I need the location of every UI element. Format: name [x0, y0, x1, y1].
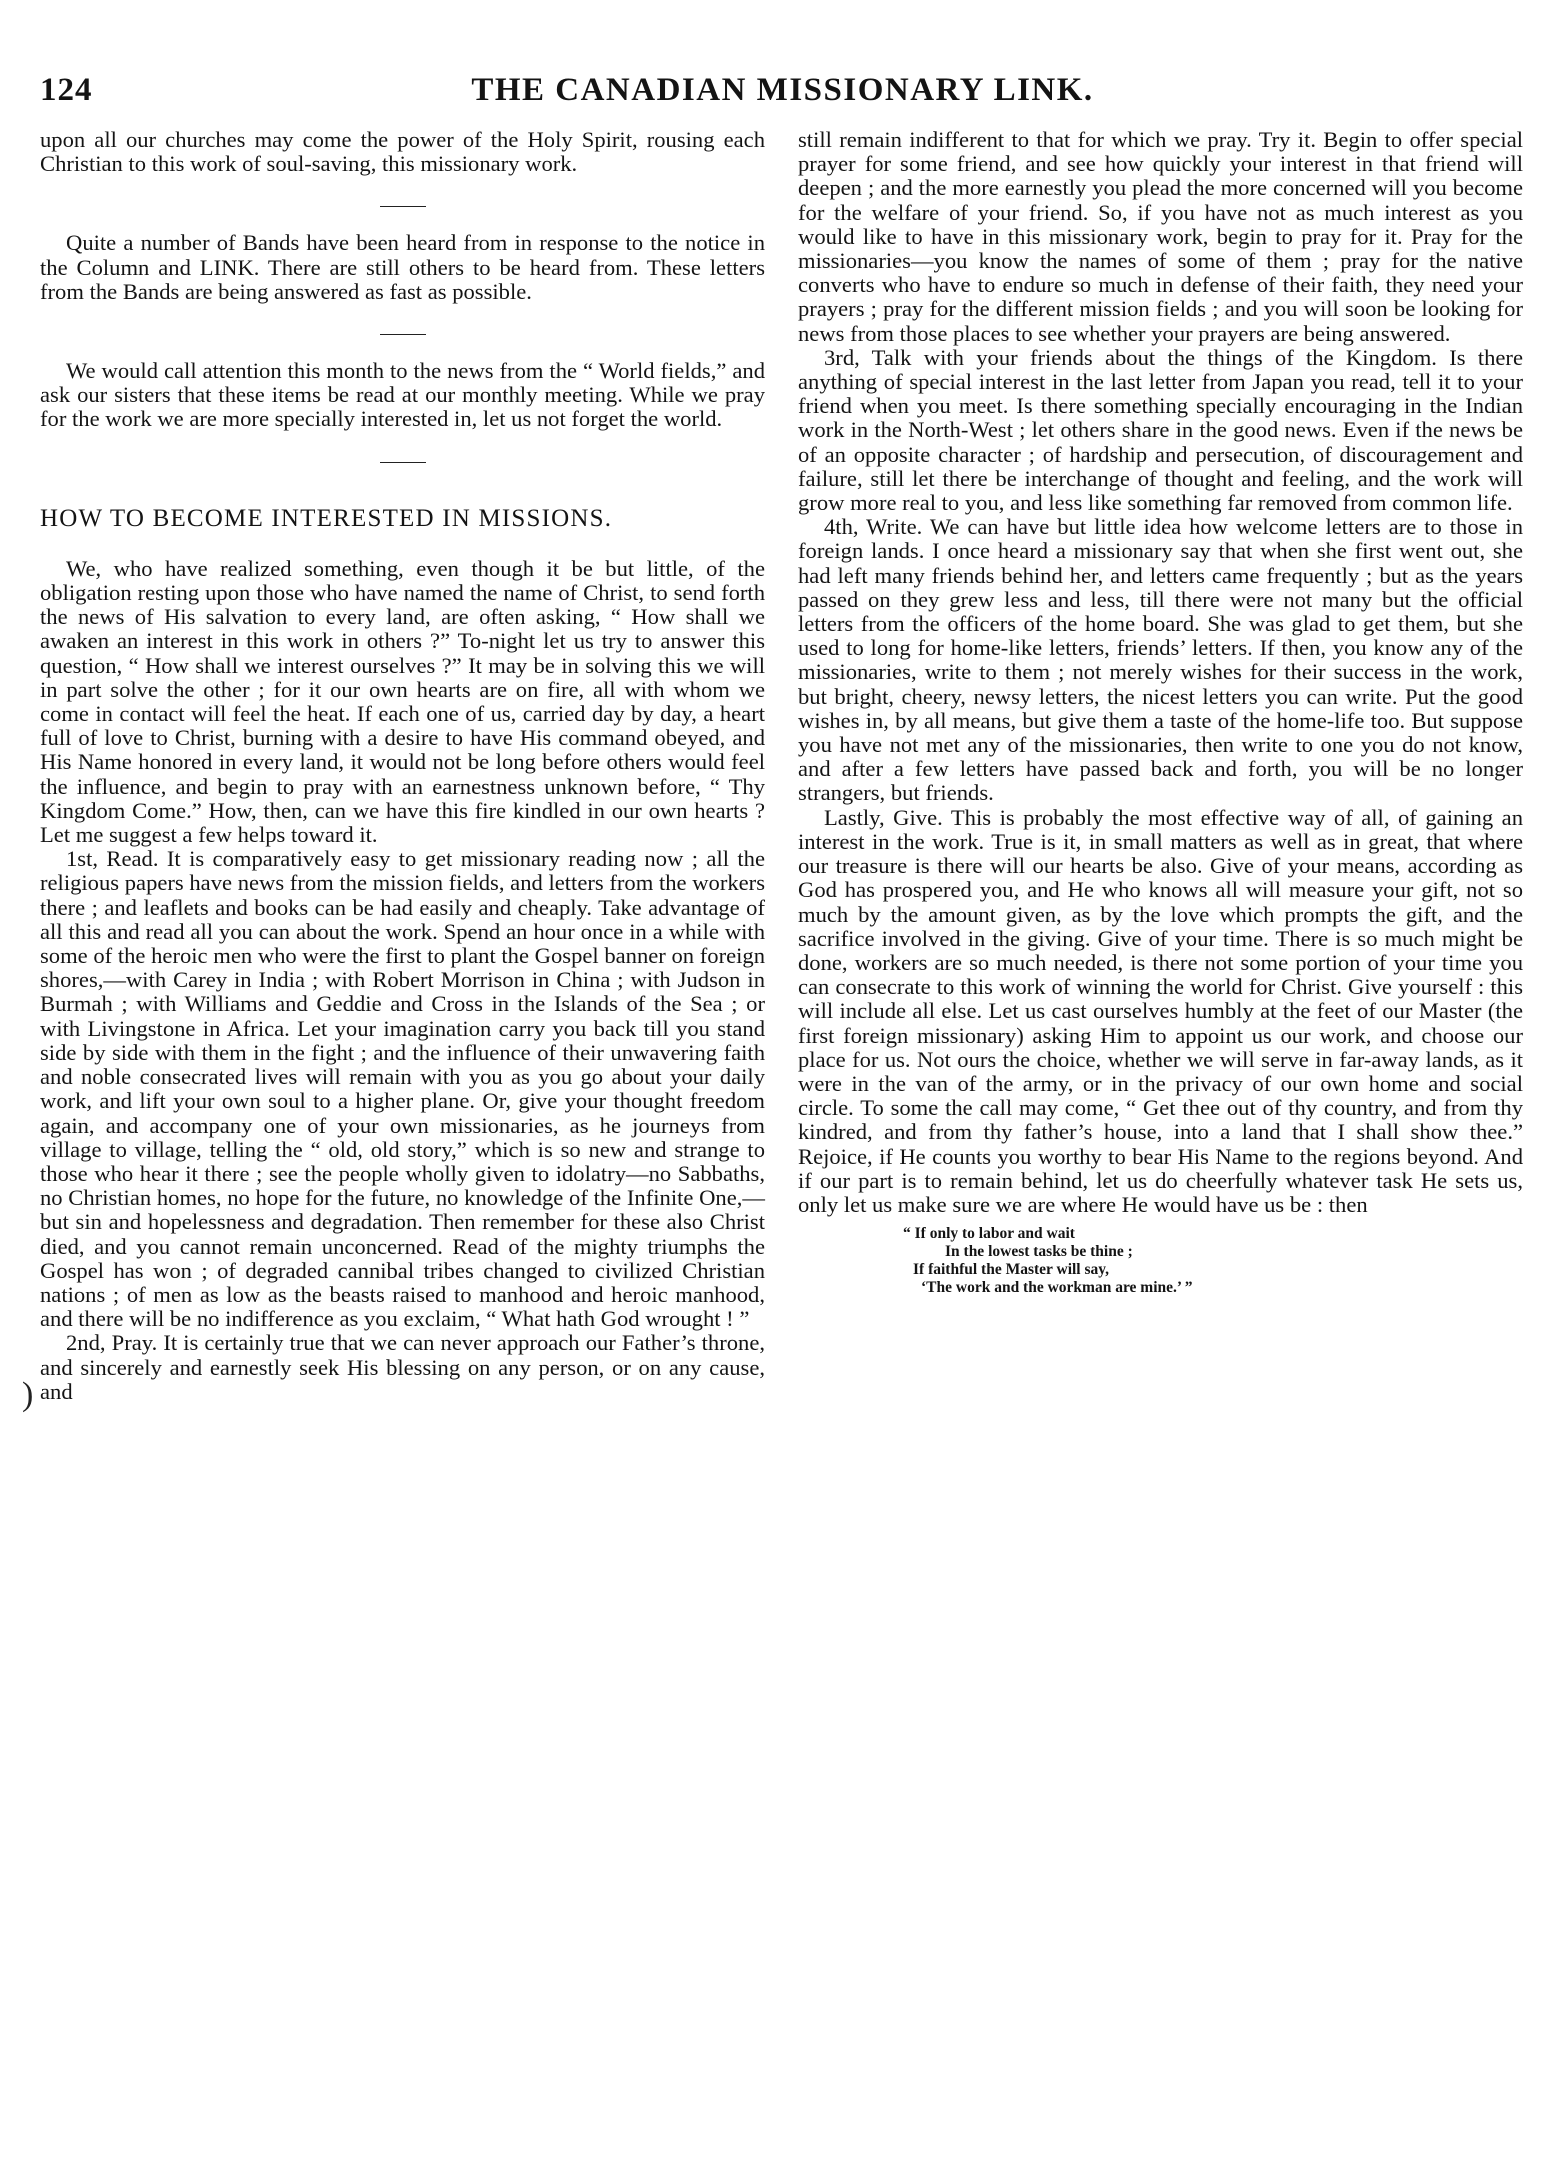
paragraph: 4th, Write. We can have but little idea how welcome letters are to those in foreign lands. I once heard a missionary say that when she first went out, she had left many friends behind her, and letters came frequently ; but as the years passed on they grew less and less, till there were not many but the official letters from the officers of the home board. She was glad to get them, but she used to long for home-like letters, friends’ letters. If then, you know any of the missionaries, write to them ; not merely wishes for their success in the work, but bright, cheery, newsy letters, the nicest letters you can write. Put the good wishes in, by all means, but give them a taste of the home-life too. But suppose you have not met any of the missionaries, then write to one you do not know, and after a few letters have passed back and forth, you will be no longer strangers, but friends.: [798, 514, 1523, 806]
paragraph: We would call attention this month to the news from the “ World fields,” and ask our sisters that these items be read at our monthly meeting. While we pray for the work we are more specially interested in, let us not forget the world.: [40, 358, 765, 432]
poem-line: If faithful the Master will say,: [913, 1261, 1110, 1279]
page-header: [40, 72, 1525, 120]
paragraph: still remain indifferent to that for which we pray. Try it. Begin to offer special prayer for some friend, and see how quickly your interest in that friend will deepen ; and the more earnestly you plead the more concerned will you become for the welfare of your friend. So, if you have not as much interest as you would like to have in this missionary work, begin to pray for it. Pray for the missionaries—you know the names of some of them ; pray for the native converts who have to endure so much in defense of their faith, they need your prayers ; pray for the different mission fields ; and you will soon be looking for news from those places to see whether your prayers are being answered.: [798, 127, 1523, 346]
paragraph: Lastly, Give. This is probably the most effective way of all, of gaining an interest in the work. True is it, in small matters as well as in great, that where our treasure is there will our hearts be also. Give of your means, according as God has prospered you, and He who knows all will measure your gift, not so much by the amount given, as by the love which prompts the gift, and the sacrifice involved in the giving. Give of your time. There is so much might be done, workers are so much needed, is there not some portion of your time you can consecrate to this work of winning the world for Christ. Give yourself : this will include all else. Let us cast ourselves humbly at the feet of our Master (the first foreign missionary) asking Him to appoint us our work, and choose our place for us. Not ours the choice, whether we will serve in far-away lands, as it were in the van of the army, or in the privacy of our own home and social circle. To some the call may come, “ Get thee out of thy country, and from thy kindred, and from thy father’s house, into a land that I shall show thee.” Rejoice, if He counts you worthy to bear His Name to the regions beyond. And if our part is to remain behind, let us do cheerfully whatever task He sets us, only let us make sure we are where He would have us be : then: [798, 804, 1523, 1217]
section-divider: [380, 206, 426, 207]
left-column: [40, 128, 765, 1404]
margin-bracket-mark: ): [22, 1376, 34, 1413]
journal-title: THE CANADIAN MISSIONARY LINK.: [471, 72, 1094, 108]
paragraph: 1st, Read. It is comparatively easy to get missionary reading now ; all the religious papers have news from the mission fields, and letters from the workers there ; and leaflets and books can be had easily and cheaply. Take advantage of all this and read all you can about the work. Spend an hour once in a while with some of the heroic men who were the first to plant the Gospel banner on foreign shores,—with Carey in India ; with Robert Morrison in China ; with Judson in Burmah ; with Williams and Geddie and Cross in the Islands of the Sea ; or with Livingstone in Africa. Let your imagination carry you back till you stand side by side with them in the fight ; and the influence of their unwavering faith and noble consecrated lives will remain with you as you go about your daily work, and lift your own soul to a higher plane. Or, give your thought freedom again, and accompany one of your own missionaries, as he journeys from village to village, telling the “ old, old story,” which is so new and strange to those who hear it there ; see the people wholly given to idolatry—no Sabbaths, no Christian homes, no hope for the future, no knowledge of the Infinite One,—but sin and hopelessness and degradation. Then remember for these also Christ died, and you cannot remain unconcerned. Read of the mighty triumphs the Gospel has won ; of degraded cannibal tribes changed to civilized Christian nations ; of men as low as the beasts raised to manhood and heroic manhood, and there will be no indifference as you exclaim, “ What hath God wrought ! ”: [40, 846, 765, 1332]
right-column: [798, 128, 1523, 1297]
poem-line: In the lowest tasks be thine ;: [945, 1243, 1133, 1261]
section-divider: [380, 462, 426, 463]
paragraph: upon all our churches may come the power of the Holy Spirit, rousing each Christian to this work of soul-saving, this missionary work.: [40, 127, 765, 177]
poem-line: ‘The work and the workman are mine.’ ”: [921, 1279, 1193, 1297]
article-title: HOW TO BECOME INTERESTED IN MISSIONS.: [40, 504, 613, 532]
paragraph: 2nd, Pray. It is certainly true that we can never approach our Father’s throne, and sincerely and earnestly seek His blessing on any person, or on any cause, and: [40, 1330, 765, 1404]
paragraph: We, who have realized something, even though it be but little, of the obligation resting upon those who have named the name of Christ, to send forth the news of His salvation to every land, are often asking, “ How shall we awaken an interest in this work in others ?” To-night let us try to answer this question, “ How shall we interest ourselves ?” It may be in solving this we will in part solve the other ; for it our own hearts are on fire, all with whom we come in contact will feel the heat. If each one of us, carried day by day, a heart full of love to Christ, burning with a desire to have His command obeyed, and His Name honored in every land, it would not be long before others would feel the influence, and begin to pray with an earnestness unknown before, “ Thy Kingdom Come.” How, then, can we have this fire kindled in our own hearts ? Let me suggest a few helps toward it.: [40, 555, 765, 848]
poem-line: “ If only to labor and wait: [903, 1225, 1075, 1243]
closing-poem: [903, 1225, 1523, 1297]
paragraph: 3rd, Talk with your friends about the things of the Kingdom. Is there anything of special interest in the last letter from Japan you read, tell it to your friend when you meet. Is there something specially encouraging in the Indian work in the North-West ; let others share in the good news. Even if the news be of an opposite character ; of hardship and persecution, of discouragement and failure, still let there be interchange of thought and feeling, and the work will grow more real to you, and less like something far removed from common life.: [798, 344, 1523, 516]
page-number: 124: [40, 72, 93, 108]
section-divider: [380, 334, 426, 335]
paragraph: Quite a number of Bands have been heard from in response to the notice in the Column and LINK. There are still others to be heard from. These letters from the Bands are being answered as fast as possible.: [40, 230, 765, 304]
